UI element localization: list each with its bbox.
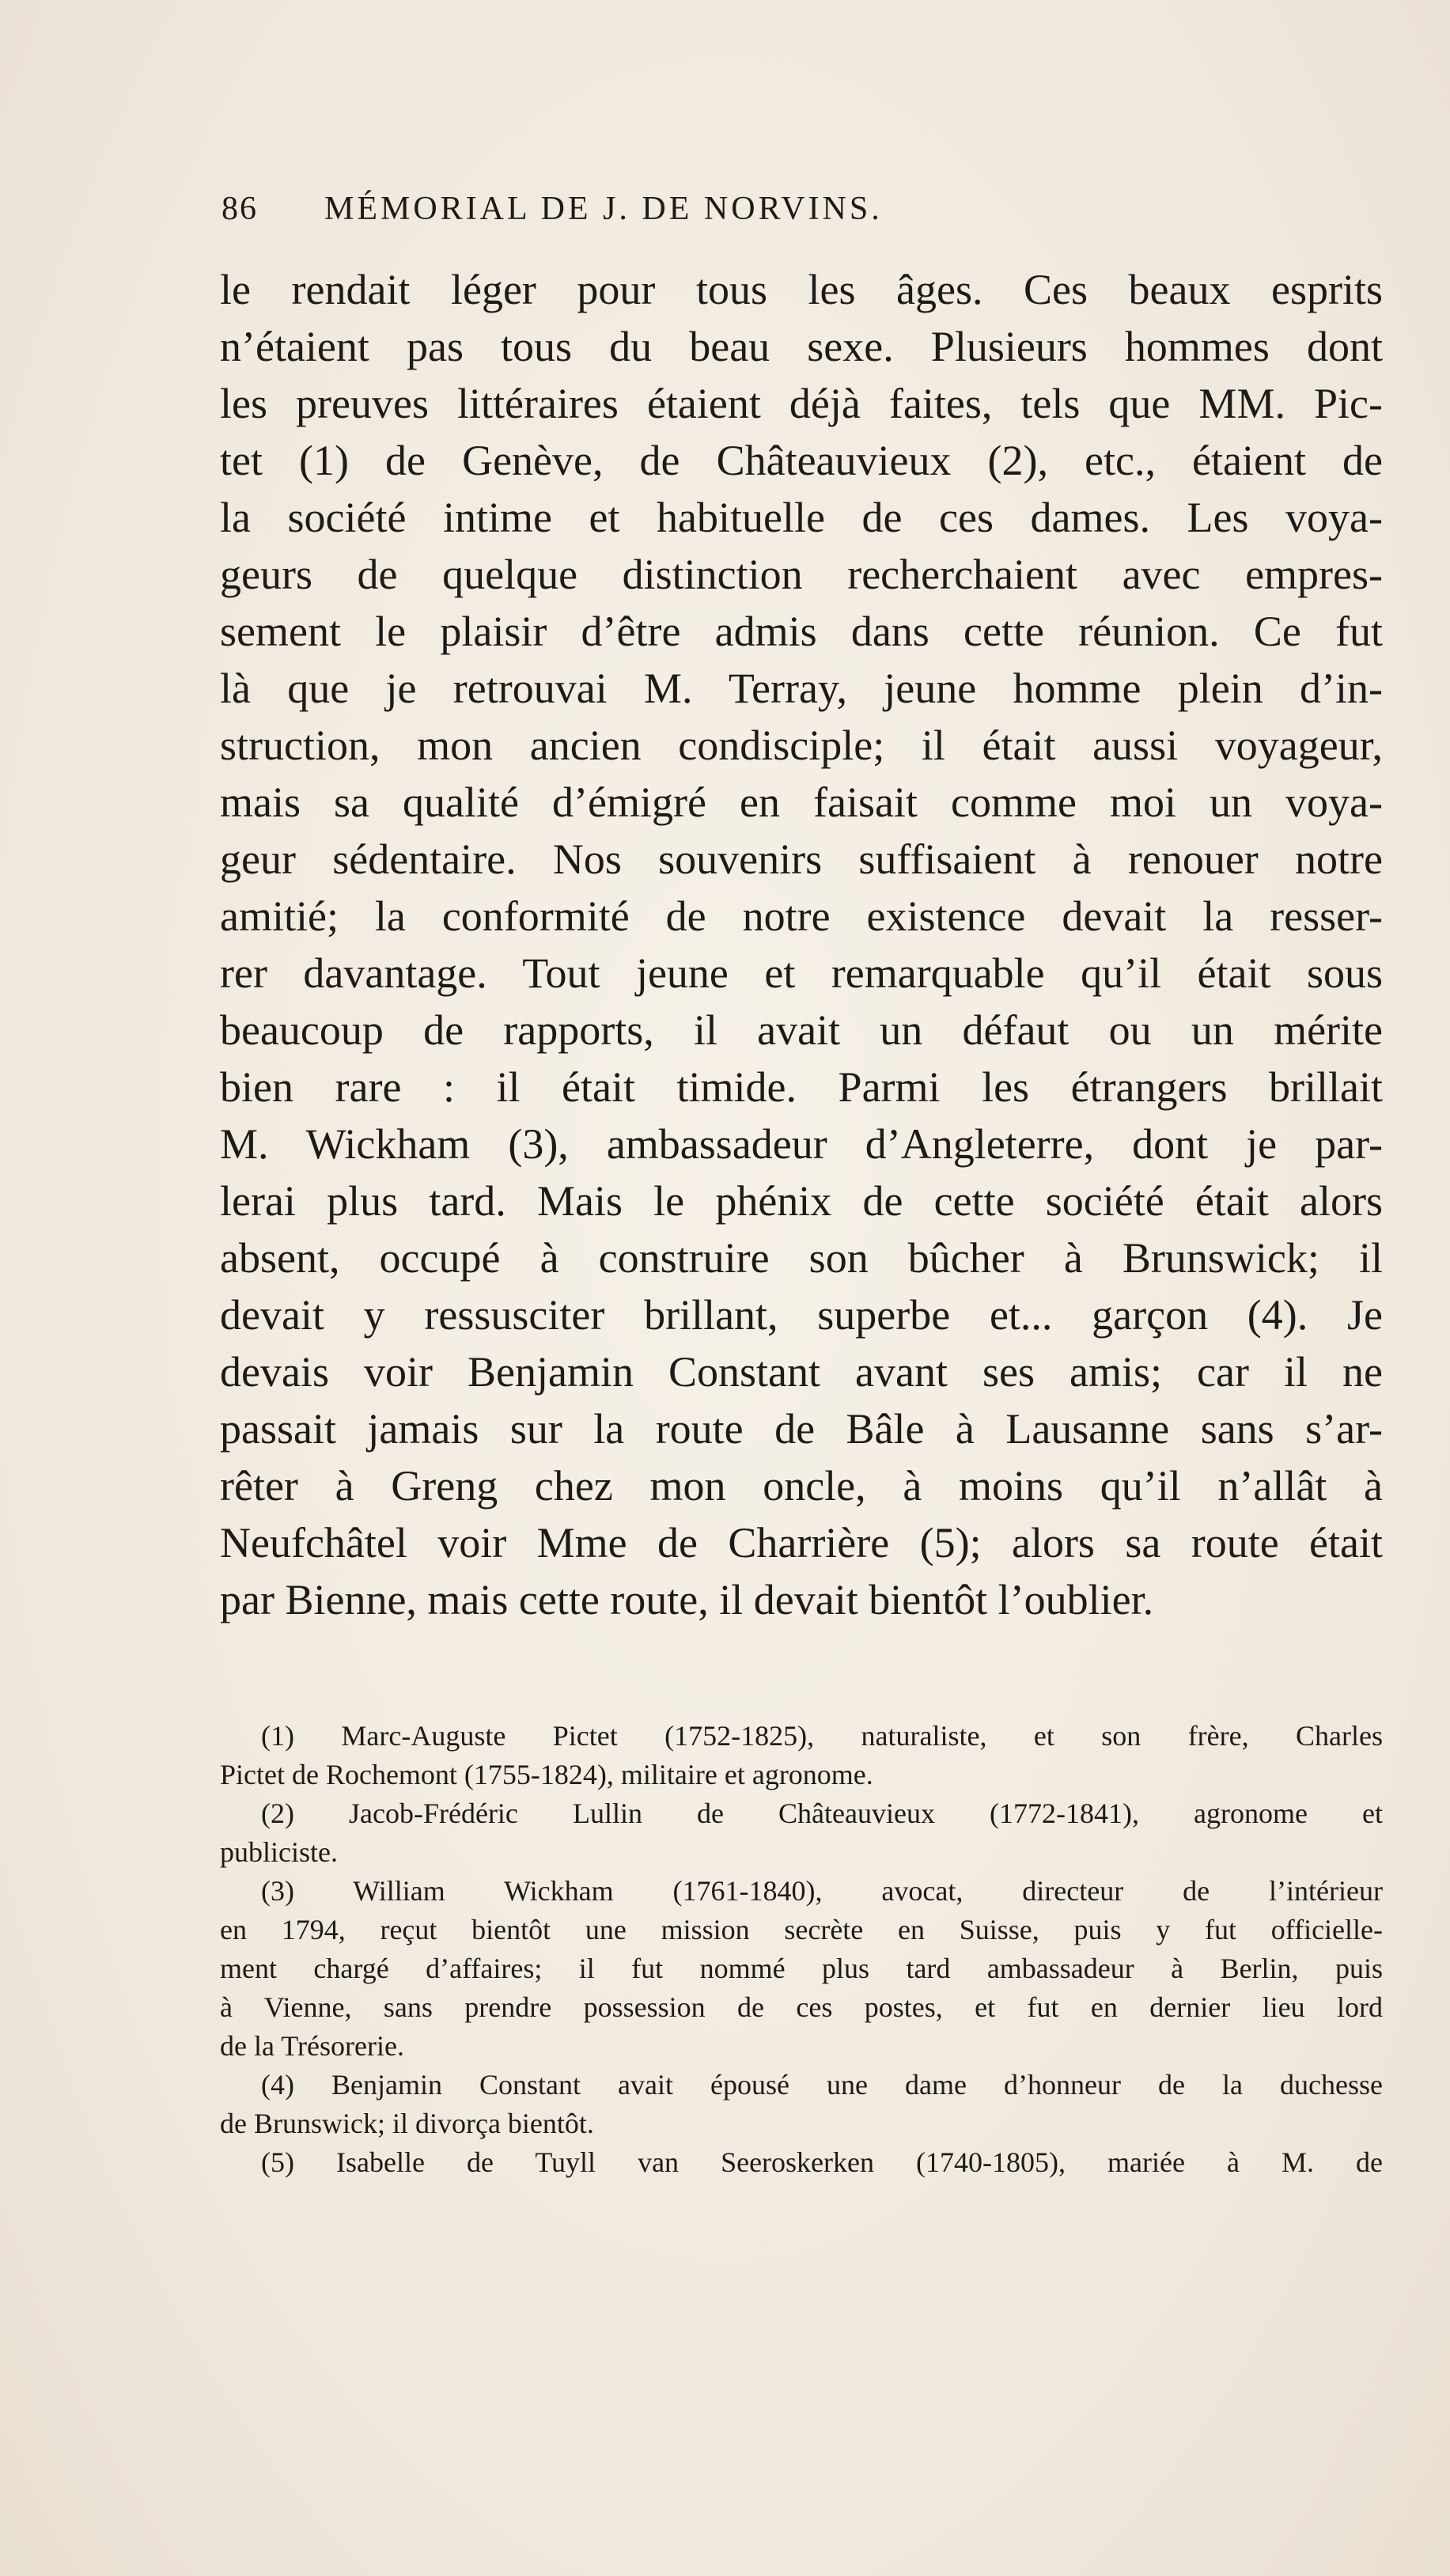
text-line: sement le plaisir d’être admis dans cette réunion. Ce fut xyxy=(220,608,1383,655)
text-line: mais sa qualité d’émigré en faisait comme moi un voya- xyxy=(220,778,1383,826)
text-line: les preuves littéraires étaient déjà faites, tels que MM. Pic- xyxy=(220,380,1383,427)
text-line: Neufchâtel voir Mme de Charrière (5); alors sa route était xyxy=(220,1519,1383,1566)
footnote-line: de Brunswick; il divorça bientôt. xyxy=(220,2108,594,2139)
text-line: bien rare : il était timide. Parmi les étrangers brillait xyxy=(220,1063,1383,1111)
footnote-line: (3) William Wickham (1761-1840), avocat, directeur de l’intérieur xyxy=(261,1875,1383,1907)
text-line: rêter à Greng chez mon oncle, à moins qu’il n’allât à xyxy=(220,1462,1383,1510)
text-line: devais voir Benjamin Constant avant ses amis; car il ne xyxy=(220,1348,1383,1396)
text-line: struction, mon ancien condisciple; il était aussi voyageur, xyxy=(220,722,1383,769)
text-line: passait jamais sur la route de Bâle à Lausanne sans s’ar- xyxy=(220,1405,1383,1453)
text-line: M. Wickham (3), ambassadeur d’Angleterre, dont je par- xyxy=(220,1120,1383,1168)
footnote-line: publiciste. xyxy=(220,1836,338,1868)
footnote-1 xyxy=(220,1717,1383,1794)
text-line: geur sédentaire. Nos souvenirs suffisaient à renouer notre xyxy=(220,835,1383,883)
main-text xyxy=(220,261,1383,1628)
footnote-line: à Vienne, sans prendre possession de ces postes, et fut en dernier lieu lord xyxy=(220,1991,1383,2023)
text-line: n’étaient pas tous du beau sexe. Plusieurs hommes dont xyxy=(220,323,1383,370)
text-line: le rendait léger pour tous les âges. Ces beaux esprits xyxy=(220,266,1383,313)
text-line: devait y ressusciter brillant, superbe et... garçon (4). Je xyxy=(220,1291,1383,1339)
text-line: la société intime et habituelle de ces dames. Les voya- xyxy=(220,494,1383,541)
text-line: amitié; la conformité de notre existence devait la resser- xyxy=(220,892,1383,940)
text-line: geurs de quelque distinction recherchaient avec empres- xyxy=(220,551,1383,598)
footnote-5 xyxy=(220,2143,1383,2182)
footnote-line: (4) Benjamin Constant avait épousé une dame d’honneur de la duchesse xyxy=(261,2069,1383,2101)
page-number: 86 xyxy=(221,191,258,227)
footnote-3 xyxy=(220,1872,1383,2066)
footnote-2 xyxy=(220,1794,1383,1872)
footnote-line: Pictet de Rochemont (1755-1824), militaire et agronome. xyxy=(220,1759,873,1790)
running-title: MÉMORIAL DE J. DE NORVINS. xyxy=(324,191,883,227)
text-line: tet (1) de Genève, de Châteauvieux (2), etc., étaient de xyxy=(220,437,1383,484)
text-line: absent, occupé à construire son bûcher à Brunswick; il xyxy=(220,1234,1383,1282)
footnote-line: (2) Jacob-Frédéric Lullin de Châteauvieux (1772-1841), agronome et xyxy=(261,1798,1383,1829)
text-line: rer davantage. Tout jeune et remarquable qu’il était sous xyxy=(220,949,1383,997)
footnote-4 xyxy=(220,2066,1383,2143)
footnotes xyxy=(220,1717,1383,2182)
text-line: par Bienne, mais cette route, il devait bientôt l’oublier. xyxy=(220,1576,1154,1623)
footnote-line: (1) Marc-Auguste Pictet (1752-1825), naturaliste, et son frère, Charles xyxy=(261,1720,1383,1752)
text-line: lerai plus tard. Mais le phénix de cette société était alors xyxy=(220,1177,1383,1225)
text-line: là que je retrouvai M. Terray, jeune homme plein d’in- xyxy=(220,665,1383,712)
footnote-line: ment chargé d’affaires; il fut nommé plus tard ambassadeur à Berlin, puis xyxy=(220,1953,1383,1984)
footnote-line: (5) Isabelle de Tuyll van Seeroskerken (1740-1805), mariée à M. de xyxy=(261,2146,1383,2178)
footnote-line: de la Trésorerie. xyxy=(220,2030,404,2062)
text-line: beaucoup de rapports, il avait un défaut ou un mérite xyxy=(220,1006,1383,1054)
footnote-line: en 1794, reçut bientôt une mission secrète en Suisse, puis y fut officielle- xyxy=(220,1914,1383,1945)
running-header xyxy=(221,190,1384,228)
